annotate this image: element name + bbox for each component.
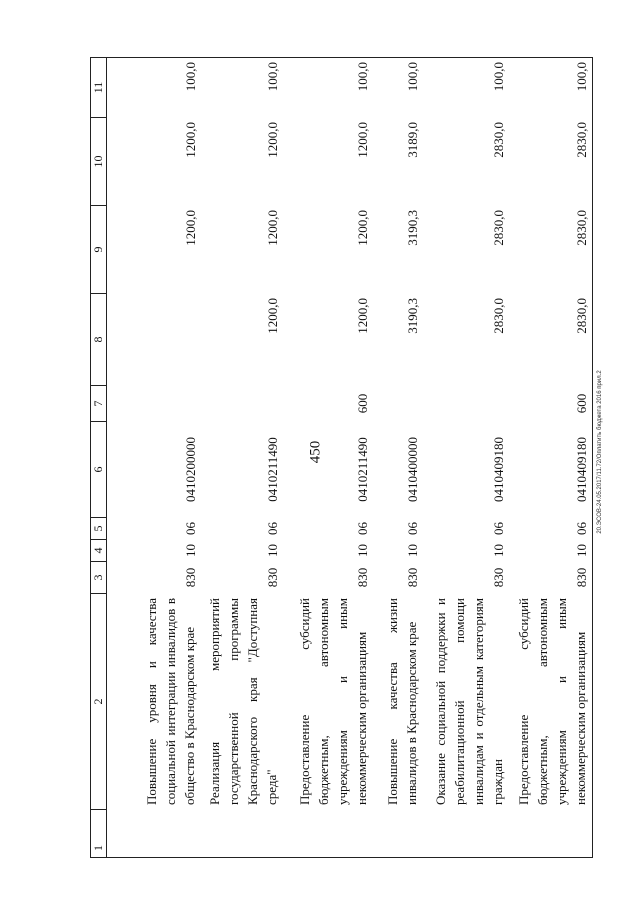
- cell-subsection: 06: [354, 522, 370, 535]
- cell-amount: 1200,0: [354, 122, 370, 158]
- header-row: [91, 58, 107, 858]
- cell-subsection: 06: [182, 522, 198, 535]
- header-cell: 9: [91, 206, 107, 294]
- header-cell: 5: [91, 518, 107, 540]
- cell-subsection: 06: [264, 522, 280, 535]
- cell-percent: 100,0: [509, 58, 593, 118]
- item-name: Предоставление субсидий бюджетным, автономным учреждениям и иным некоммерческим организациям: [296, 598, 369, 805]
- cell-amount: 3190,3: [404, 298, 420, 334]
- cell-code: 830: [509, 562, 593, 594]
- cell-subsection: 06: [404, 522, 420, 535]
- header-cell: 4: [91, 540, 107, 562]
- cell-section: 10: [182, 544, 198, 557]
- cell-amount: 3189,0: [404, 122, 420, 158]
- cell-subsection: 06: [490, 522, 506, 535]
- cell-percent: 100,0: [107, 58, 201, 118]
- cell-empty: [283, 810, 373, 858]
- cell-amount: 2830,0: [490, 122, 506, 158]
- table-row: [201, 58, 283, 858]
- cell-percent: 100,0: [201, 58, 283, 118]
- item-name: Предоставление субсидий бюджетным, автономным учреждениям и иным некоммерческим организациям: [509, 594, 593, 810]
- cell-empty: [423, 810, 509, 858]
- cell-target: 0410211490: [354, 437, 370, 502]
- cell-target: 0410211490: [264, 437, 280, 502]
- cell-section: 10: [404, 544, 420, 557]
- cell-amount: 2830,0: [490, 210, 506, 246]
- header-cell: 3: [91, 562, 107, 594]
- rotated-table-region: [90, 58, 610, 858]
- cell-amount: [107, 294, 201, 386]
- cell-type: [107, 386, 201, 422]
- cell-type: [373, 386, 423, 422]
- table-row: [283, 58, 373, 858]
- cell-amount: 2830,0: [509, 206, 593, 294]
- cell-amount: 1200,0: [264, 210, 280, 246]
- footer-note: 20.ЭСОВ-24.05.2017/11.72/Оплатить бюджета 2016 прил.2: [597, 370, 603, 534]
- cell-amount: 2830,0: [509, 118, 593, 206]
- cell-target: 0410409180: [490, 437, 506, 502]
- cell-code: 830: [264, 567, 280, 588]
- cell-subsection: 06: [509, 518, 593, 540]
- cell-type: [423, 386, 509, 422]
- item-name: Повышение уровня и качества социальной интеграции инвалидов в общество в Краснодарском крае: [143, 598, 197, 805]
- item-name: Повышение качества жизни инвалидов в Краснодарском крае: [384, 598, 419, 805]
- table-row: [509, 58, 593, 858]
- cell-amount: 3190,3: [404, 210, 420, 246]
- item-name: Реализация мероприятий государственной программы Краснодарского края "Доступная среда": [206, 598, 279, 805]
- cell-amount: 1200,0: [354, 210, 370, 246]
- header-cell: 1: [91, 810, 107, 858]
- cell-empty: [107, 810, 201, 858]
- cell-type: [201, 386, 283, 422]
- cell-type: 600: [509, 386, 593, 422]
- cell-empty: [373, 810, 423, 858]
- cell-code: 830: [354, 567, 370, 588]
- budget-table: [90, 57, 593, 858]
- cell-section: 10: [490, 544, 506, 557]
- cell-target: 0410409180: [509, 422, 593, 518]
- table-row: [423, 58, 509, 858]
- cell-amount: 2830,0: [490, 298, 506, 334]
- cell-percent: 100,0: [423, 58, 509, 118]
- header-cell: 11: [91, 58, 107, 118]
- cell-percent: 100,0: [283, 58, 373, 118]
- cell-section: 10: [509, 540, 593, 562]
- cell-code: 830: [404, 567, 420, 588]
- header-cell: 2: [91, 594, 107, 810]
- header-cell: 10: [91, 118, 107, 206]
- cell-percent: 100,0: [373, 58, 423, 118]
- cell-code: 830: [182, 567, 198, 588]
- cell-code: 830: [490, 567, 506, 588]
- table-row: [373, 58, 423, 858]
- table-row: [107, 58, 201, 858]
- cell-target: 0410200000: [182, 437, 198, 502]
- cell-amount: 1200,0: [354, 298, 370, 334]
- header-cell: 6: [91, 422, 107, 518]
- cell-empty: [201, 810, 283, 858]
- cell-target: 0410400000: [404, 437, 420, 502]
- header-cell: 7: [91, 386, 107, 422]
- cell-amount: 1200,0: [264, 298, 280, 334]
- cell-amount: 1200,0: [182, 210, 198, 246]
- page-number: 450: [307, 440, 324, 464]
- cell-amount: 1200,0: [264, 122, 280, 158]
- cell-type: 600: [354, 393, 370, 414]
- cell-amount: 2830,0: [509, 294, 593, 386]
- cell-amount: 1200,0: [182, 122, 198, 158]
- cell-section: 10: [354, 544, 370, 557]
- cell-section: 10: [264, 544, 280, 557]
- cell-empty: [509, 810, 593, 858]
- header-cell: 8: [91, 294, 107, 386]
- item-name: Оказание социальной поддержки и реабилитационной помощи инвалидам и отдельным категориям граждан: [432, 598, 505, 805]
